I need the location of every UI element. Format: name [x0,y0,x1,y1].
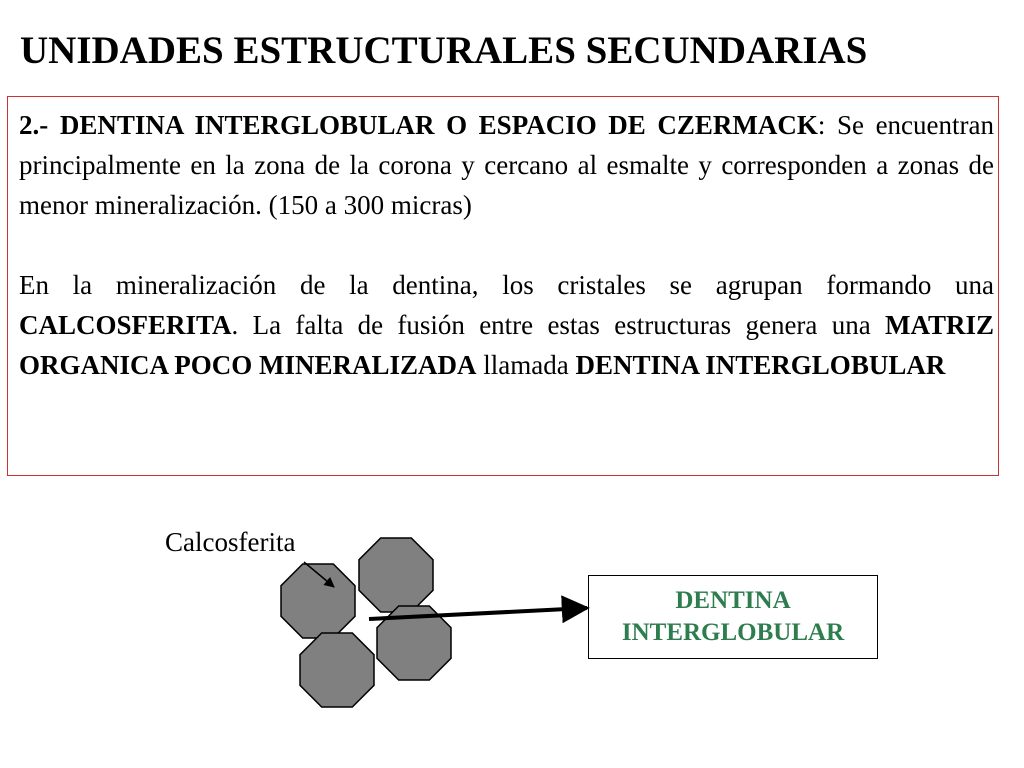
paragraph-text-1: En la mineralización de la dentina, los cristales se agrupan formando una [19,270,994,300]
result-line-1: DENTINA [675,587,791,614]
paragraph-text-2: . La falta de fusión entre estas estructuras genera una [231,310,885,340]
calcosferita-octagon-2 [359,538,433,612]
calcosferita-label: Calcosferita [165,527,296,557]
calcosferita-octagon-4 [300,633,374,707]
paragraph-czermack-text: : Se encuentran principalmente en la zona de la corona y cercano al esmalte y corresponden a zonas de menor mineralización. (150 a 300 micras) [19,110,994,220]
dentina-interglobular-box [588,575,878,659]
slide-title: UNIDADES ESTRUCTURALES SECUNDARIAS [20,29,868,72]
heading-dentina-interglobular: 2.- DENTINA INTERGLOBULAR O ESPACIO DE CZERMACK [19,110,818,140]
term-matriz-organica: MATRIZ ORGANICA POCO MINERALIZADA [19,310,994,380]
result-line-2: INTERGLOBULAR [621,619,845,646]
calcosferita-octagon-1 [281,564,355,638]
term-dentina-interglobular: DENTINA INTERGLOBULAR [575,350,946,380]
term-calcosferita: CALCOSFERITA [19,310,232,340]
paragraph-text-3: llamada [476,350,576,380]
